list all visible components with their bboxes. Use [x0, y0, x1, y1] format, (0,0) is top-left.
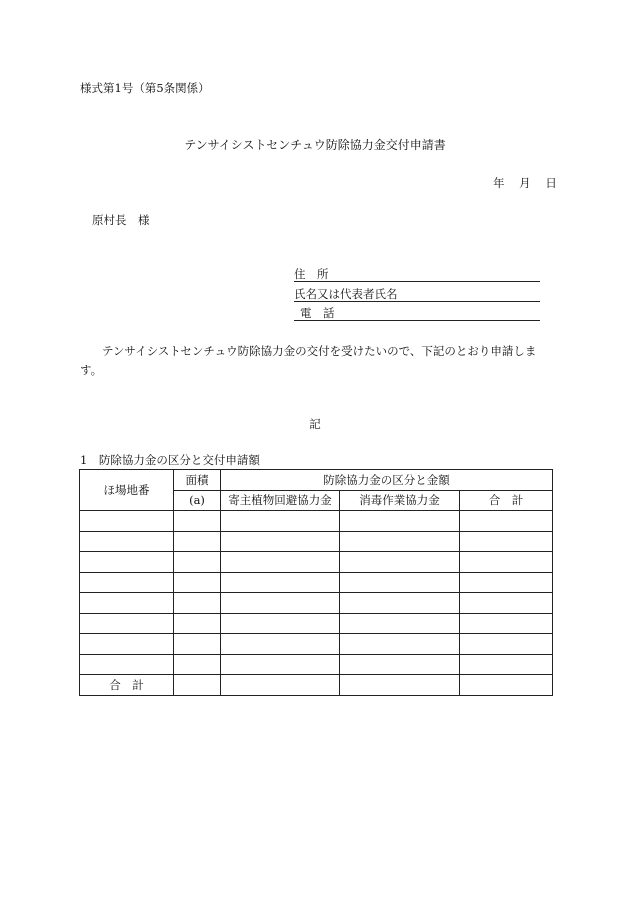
date-line — [493, 176, 557, 190]
table-cell[interactable] — [80, 552, 174, 573]
table-cell[interactable] — [460, 634, 553, 655]
header-field-number: ほ場地番 — [80, 470, 174, 511]
table-cell[interactable] — [460, 531, 553, 552]
table-cell[interactable] — [340, 654, 460, 675]
table-cell[interactable] — [340, 572, 460, 593]
table-row — [80, 634, 553, 655]
total-row-label: 合 計 — [80, 675, 174, 696]
addressee: 原村長 様 — [92, 213, 150, 227]
table-cell[interactable] — [80, 531, 174, 552]
table-cell[interactable] — [221, 613, 340, 634]
address-field[interactable]: 住 所 — [294, 267, 540, 282]
table-cell[interactable] — [340, 511, 460, 532]
table-cell[interactable] — [174, 531, 221, 552]
table-cell[interactable] — [340, 675, 460, 696]
table-row — [80, 531, 553, 552]
ki-heading: 記 — [309, 417, 321, 431]
table-cell[interactable] — [460, 572, 553, 593]
table-cell[interactable] — [80, 511, 174, 532]
phone-field[interactable]: 電 話 — [294, 306, 540, 321]
date-day: 日 — [545, 176, 557, 190]
table-cell[interactable] — [221, 675, 340, 696]
table-total-row — [80, 675, 553, 696]
header-area: 面積 — [174, 470, 221, 491]
table-cell[interactable] — [174, 654, 221, 675]
table-cell[interactable] — [80, 654, 174, 675]
subsidy-table — [79, 469, 553, 696]
table-cell[interactable] — [221, 531, 340, 552]
table-cell[interactable] — [460, 654, 553, 675]
table-row — [80, 613, 553, 634]
table-cell[interactable] — [460, 675, 553, 696]
table-cell[interactable] — [174, 572, 221, 593]
name-field[interactable]: 氏名又は代表者氏名 — [294, 287, 540, 302]
table-row — [80, 654, 553, 675]
table-cell[interactable] — [80, 572, 174, 593]
table-cell[interactable] — [221, 654, 340, 675]
table-cell[interactable] — [174, 552, 221, 573]
header-plant-avoidance: 寄主植物回避協力金 — [221, 490, 340, 511]
table-cell[interactable] — [460, 511, 553, 532]
table-cell[interactable] — [460, 593, 553, 614]
table-cell[interactable] — [174, 675, 221, 696]
table-cell[interactable] — [340, 593, 460, 614]
header-disinfection: 消毒作業協力金 — [340, 490, 460, 511]
table-cell[interactable] — [174, 593, 221, 614]
document-title: テンサイシストセンチュウ防除協力金交付申請書 — [184, 138, 446, 152]
table-cell[interactable] — [340, 552, 460, 573]
table-cell[interactable] — [340, 634, 460, 655]
table-cell[interactable] — [174, 613, 221, 634]
form-number: 様式第1号（第5条関係） — [80, 81, 210, 95]
header-group: 防除協力金の区分と金額 — [221, 470, 553, 491]
table-cell[interactable] — [80, 613, 174, 634]
table-cell[interactable] — [221, 511, 340, 532]
table-cell[interactable] — [174, 511, 221, 532]
table-cell[interactable] — [80, 593, 174, 614]
table-row — [80, 572, 553, 593]
header-area-unit: (a) — [174, 490, 221, 511]
table-row — [80, 511, 553, 532]
table-cell[interactable] — [221, 572, 340, 593]
table-header-row — [80, 470, 553, 491]
table-cell[interactable] — [221, 634, 340, 655]
request-body-text: テンサイシストセンチュウ防除協力金の交付を受けたいので、下記のとおり申請します。 — [80, 344, 537, 377]
table-cell[interactable] — [460, 552, 553, 573]
table-cell[interactable] — [221, 552, 340, 573]
section-heading: 1 防除協力金の区分と交付申請額 — [80, 453, 260, 467]
table-cell[interactable] — [340, 613, 460, 634]
date-month: 月 — [519, 176, 531, 190]
table-cell[interactable] — [340, 531, 460, 552]
table-row — [80, 593, 553, 614]
table-cell[interactable] — [174, 634, 221, 655]
table-cell[interactable] — [221, 593, 340, 614]
date-year: 年 — [493, 176, 505, 190]
table-cell[interactable] — [80, 634, 174, 655]
header-total: 合 計 — [460, 490, 553, 511]
table-cell[interactable] — [460, 613, 553, 634]
table-row — [80, 552, 553, 573]
